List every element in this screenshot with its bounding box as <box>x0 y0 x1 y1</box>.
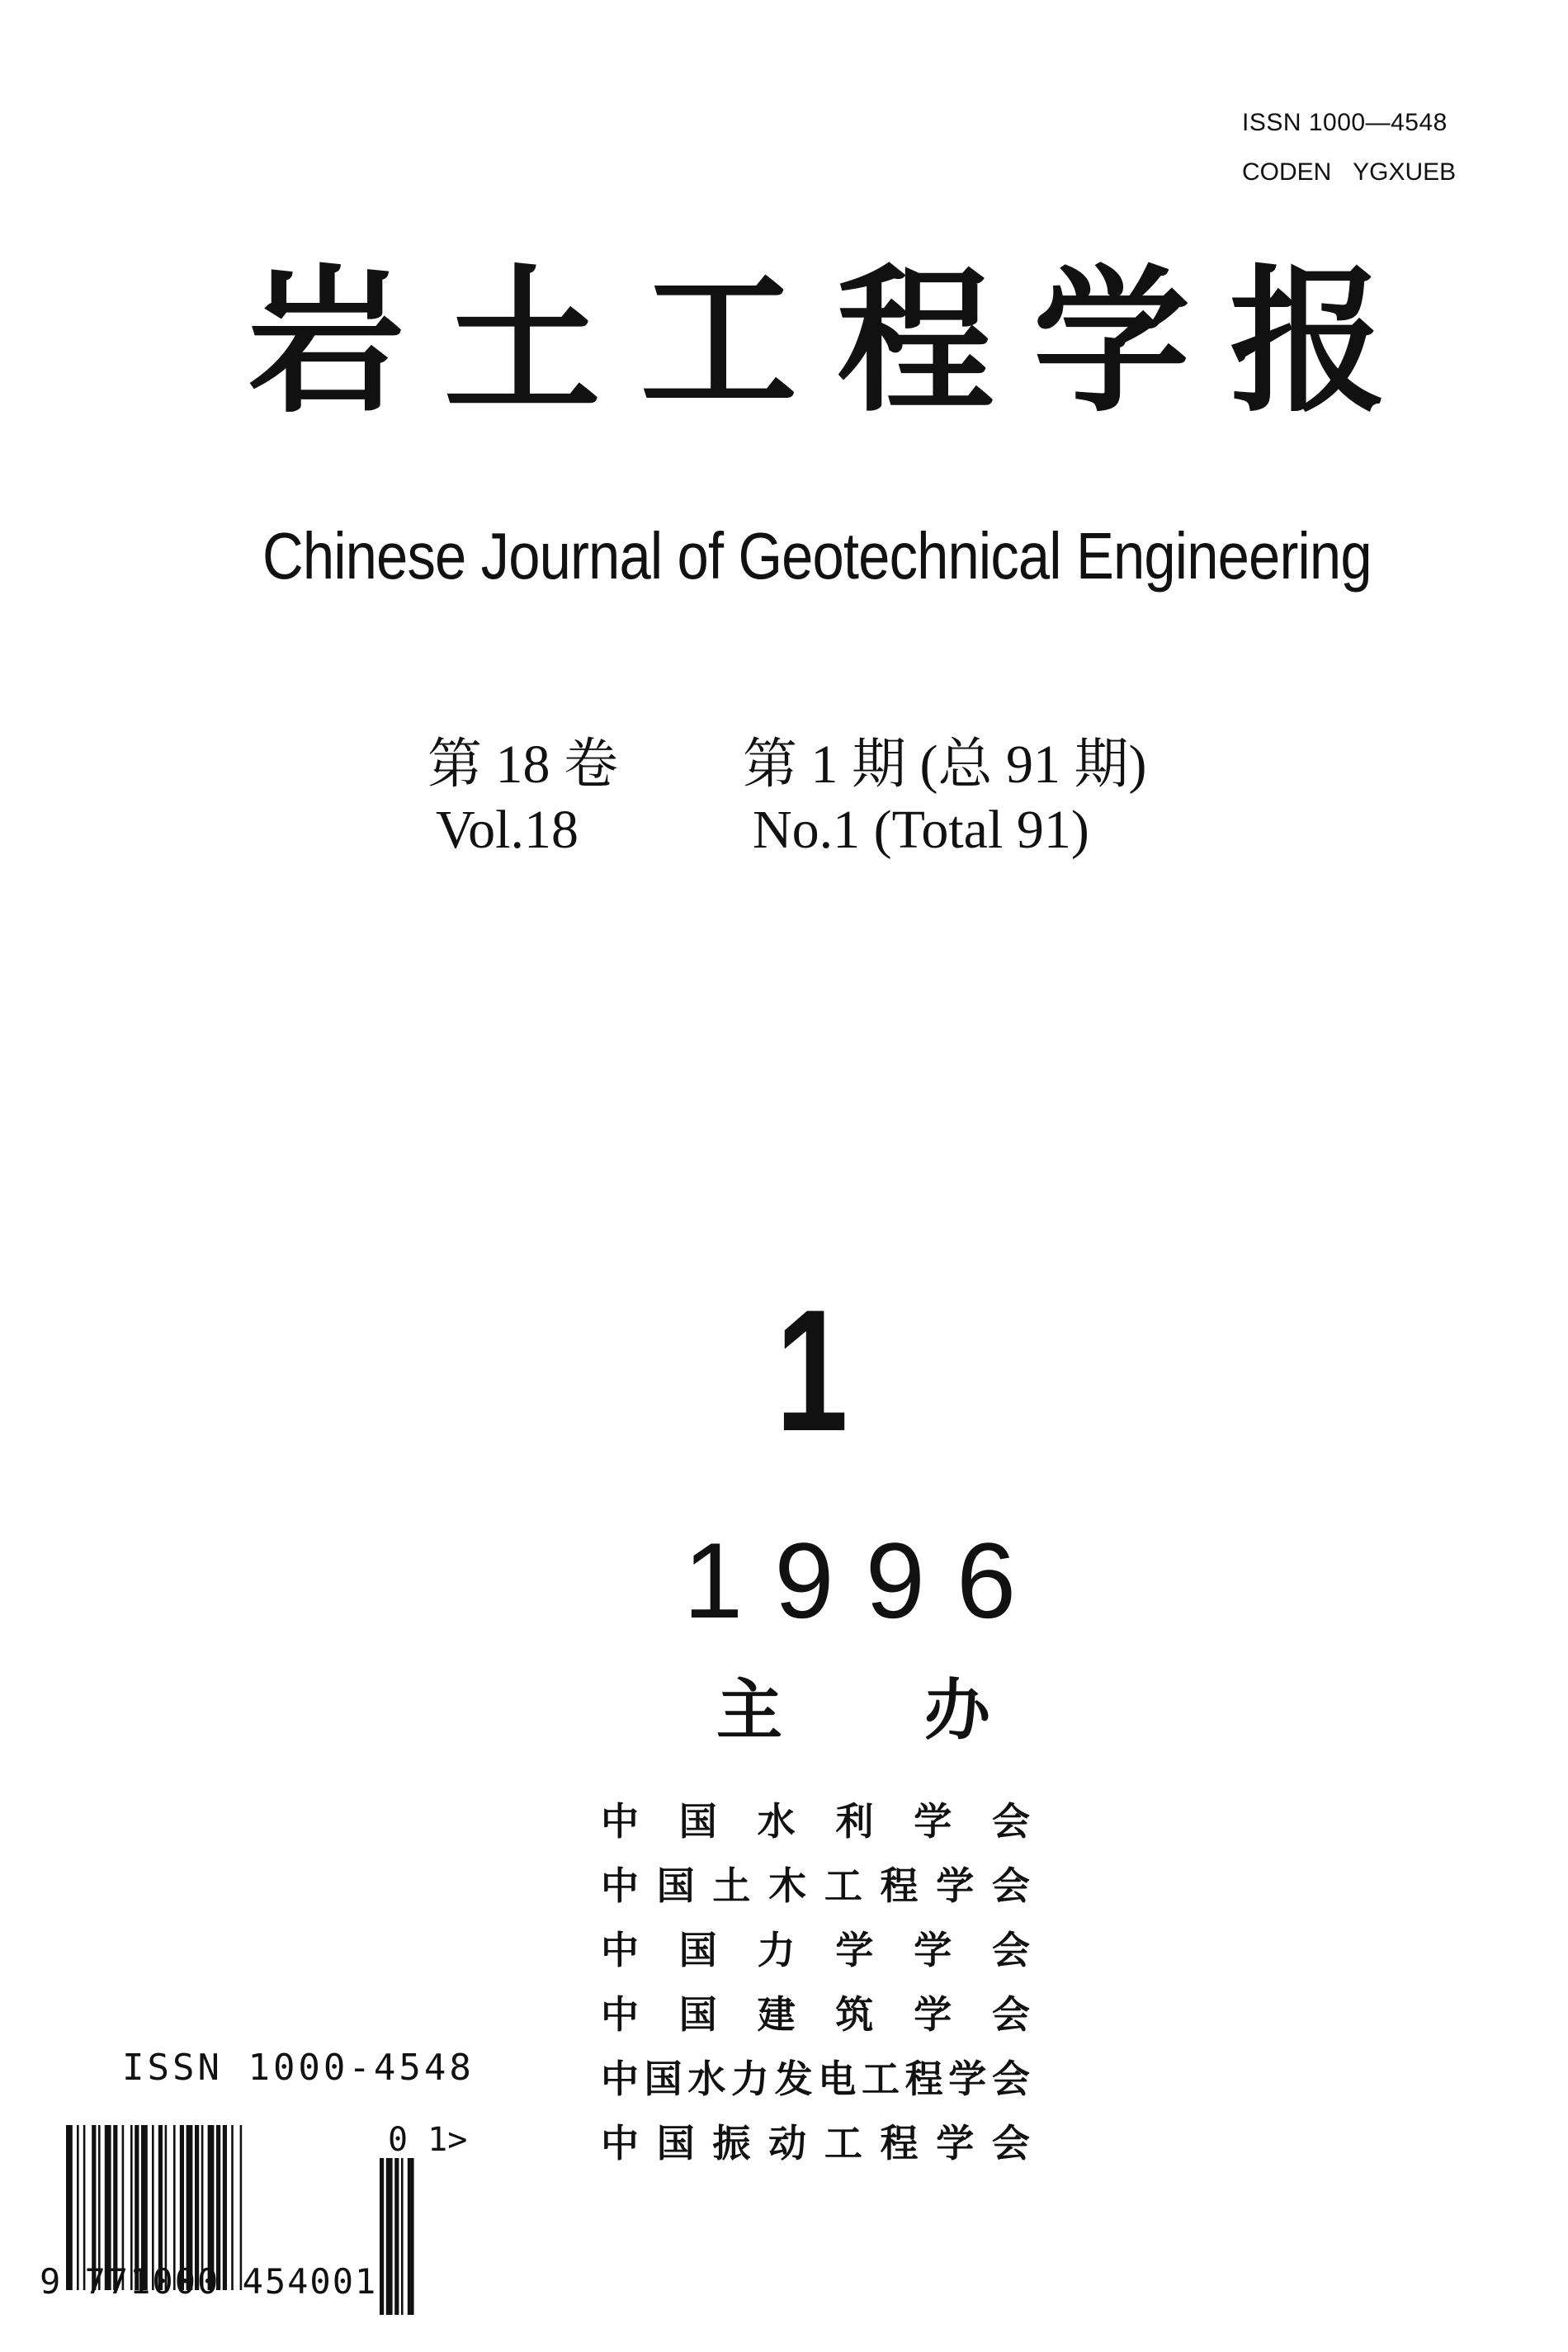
society-char: 会 <box>991 1992 1030 2037</box>
title-char: 土 <box>443 251 601 433</box>
society-char: 力 <box>757 1928 796 1972</box>
society-char: 电 <box>818 2057 857 2101</box>
journal-title-zh <box>248 248 1386 437</box>
society-item <box>601 1789 1030 1854</box>
society-char: 学 <box>948 2057 987 2101</box>
society-char: 国 <box>644 2057 682 2101</box>
society-char: 学 <box>914 1992 952 2037</box>
society-char: 会 <box>991 1863 1030 1908</box>
publication-year: 1996 <box>683 1520 1048 1641</box>
society-char: 动 <box>768 2121 807 2165</box>
society-char: 工 <box>824 2121 862 2165</box>
society-char: 国 <box>678 1928 717 1972</box>
society-char: 力 <box>730 2057 769 2101</box>
society-char: 学 <box>936 1863 975 1908</box>
society-char: 国 <box>656 2121 695 2165</box>
society-char: 木 <box>768 1863 807 1908</box>
title-char: 学 <box>1032 251 1190 433</box>
society-char: 中 <box>601 1799 639 1844</box>
society-char: 会 <box>991 2057 1030 2101</box>
issue-en: No.1 (Total 91) <box>753 800 1089 860</box>
society-char: 筑 <box>835 1992 874 2037</box>
barcode-addon-bar <box>408 2158 414 2315</box>
barcode-addon-bar <box>401 2158 404 2315</box>
society-char: 会 <box>991 1928 1030 1972</box>
issue-number: 1 <box>776 1273 848 1467</box>
society-char: 程 <box>880 2121 919 2165</box>
society-char: 中 <box>601 2121 639 2165</box>
society-char: 利 <box>835 1799 874 1844</box>
society-char: 程 <box>904 2057 943 2101</box>
volume-zh: 第 18 卷 <box>427 734 618 795</box>
society-item <box>601 1854 1030 1918</box>
society-char: 程 <box>880 1863 919 1908</box>
society-char: 土 <box>712 1863 751 1908</box>
volume-en: Vol.18 <box>436 800 579 860</box>
society-item <box>601 1918 1030 1982</box>
barcode-addon-bar <box>386 2158 393 2315</box>
barcode-addon: 0 1> <box>388 2121 468 2159</box>
barcode-addon-bar <box>380 2158 384 2315</box>
society-char: 振 <box>712 2121 751 2165</box>
title-char: 岩 <box>248 251 405 433</box>
society-char: 建 <box>757 1992 796 2037</box>
society-char: 会 <box>991 2121 1030 2165</box>
barcode-addon-bar <box>394 2158 399 2315</box>
barcode-issn-label: ISSN 1000-4548 <box>122 2047 475 2089</box>
society-list <box>601 1789 1030 2175</box>
society-item <box>601 2047 1030 2111</box>
society-char: 工 <box>861 2057 900 2101</box>
society-char: 国 <box>656 1863 695 1908</box>
society-char: 水 <box>757 1799 796 1844</box>
society-char: 学 <box>835 1928 874 1972</box>
society-char: 国 <box>678 1992 717 2037</box>
society-item <box>601 2111 1030 2175</box>
society-char: 水 <box>687 2057 726 2101</box>
society-char: 学 <box>936 2121 975 2165</box>
society-item <box>601 1982 1030 2047</box>
society-char: 中 <box>601 1992 639 2037</box>
sponsor-label: 主 办 <box>716 1672 1050 1749</box>
title-char: 报 <box>1229 251 1386 433</box>
issue-zh: 第 1 期 (总 91 期) <box>743 734 1147 795</box>
society-char: 学 <box>914 1799 952 1844</box>
society-char: 中 <box>601 2057 639 2101</box>
society-char: 中 <box>601 1863 639 1908</box>
society-char: 学 <box>914 1928 952 1972</box>
society-char: 工 <box>824 1863 862 1908</box>
society-char: 国 <box>678 1799 717 1844</box>
issn-code: ISSN 1000—4548 <box>1242 109 1448 136</box>
barcode-digits: 9 771000 454001 <box>40 2261 378 2302</box>
title-char: 工 <box>640 251 797 433</box>
coden-code: CODEN YGXUEB <box>1242 158 1457 186</box>
society-char: 会 <box>991 1799 1030 1844</box>
society-char: 发 <box>774 2057 813 2101</box>
society-char: 中 <box>601 1928 639 1972</box>
title-char: 程 <box>836 251 994 433</box>
journal-title-en: Chinese Journal of Geotechnical Engineering <box>262 519 1372 593</box>
